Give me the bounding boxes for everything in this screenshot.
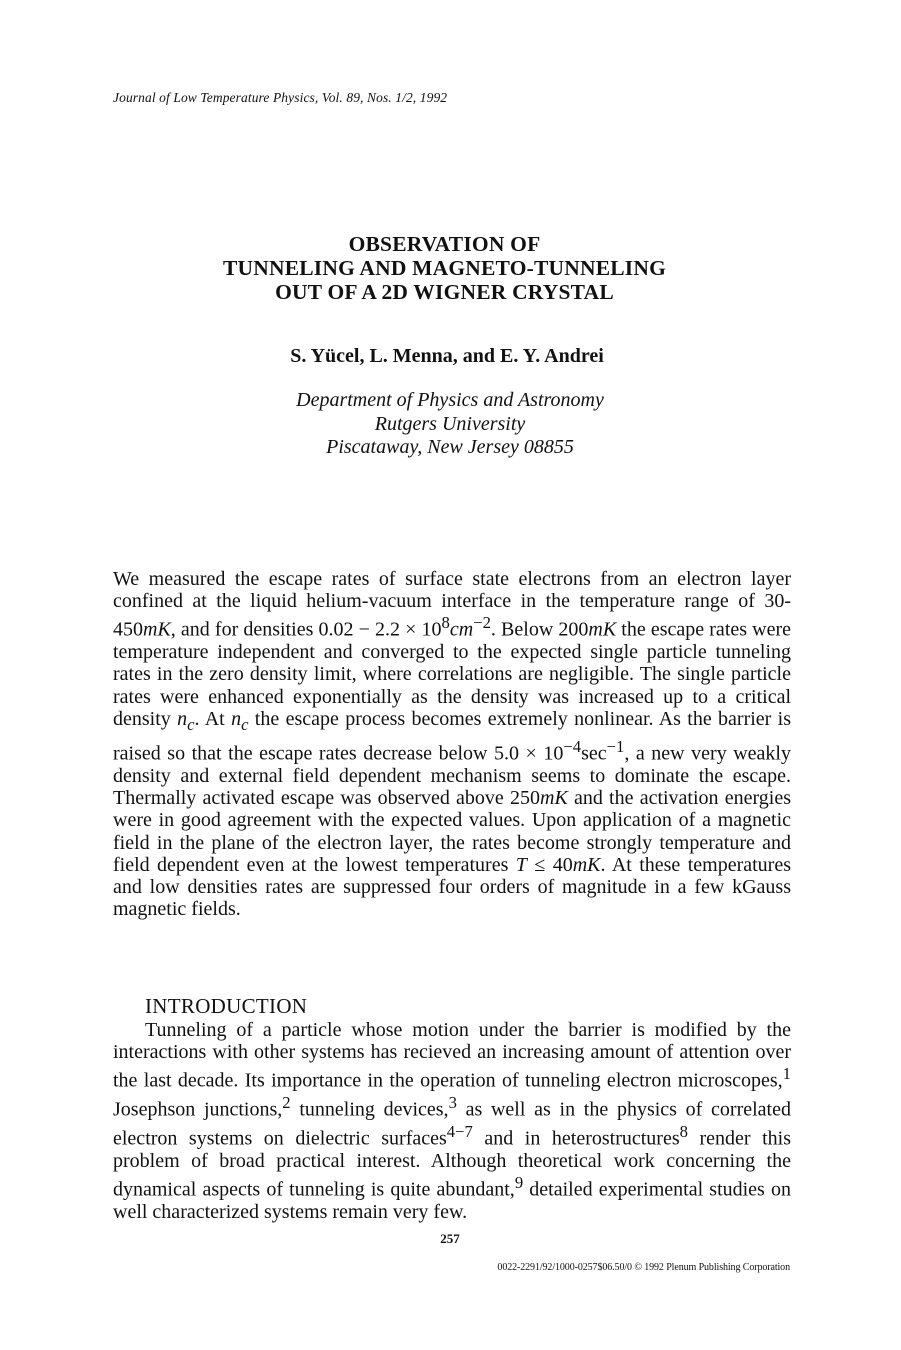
abstract: We measured the escape rates of surface state electrons from an electron layer confined at the liquid helium-vacuum interface in the temperature range of 30-450mK, and for densities $0.02 - 2.2 \times 10^8cm^{-2}$. Below 200mK the escape rates were temperature independent and converged to the expected single particle tunneling rates in the zero density limit, where correlations are negligible. The single particle rates were enhanced exponentially as the density was increased up to a critical density $n_c$. At $n_c$ the escape process becomes extremely nonlinear. As the barrier is raised so that the escape rates decrease below $5.0 \times 10^{-4}\sec^{-1}$, a new very weakly density and external field dependent mechanism seems to dominate the escape. Thermally activated escape was observed above 250mK and the activation energies were in good agreement with the expected values. Upon application of a magnetic field in the plane of the electron layer, the rates become strongly temperature and field dependent even at the lowest temperatures T ≤ 40mK. At these temperatures and low densities rates are suppressed four orders of magnitude in a few kGauss magnetic fields. bbox=[113, 568, 792, 921]
copyright-line: 0022-2291/92/1000-0257$06.50/0 © 1992 Plenum Publishing Corporation bbox=[497, 1262, 790, 1273]
affiliation-location: Piscataway, New Jersey 08855 bbox=[326, 436, 574, 458]
affiliation-university: Rutgers University bbox=[374, 412, 526, 435]
title-line-2: TUNNELING AND MAGNETO-TUNNELING bbox=[222, 256, 667, 280]
section-heading-introduction: INTRODUCTION bbox=[145, 994, 308, 1018]
introduction-body bbox=[113, 1019, 791, 1223]
title-line-1: OBSERVATION OF bbox=[348, 232, 541, 256]
affiliation bbox=[0, 389, 900, 460]
authors: S. Yücel, L. Menna, and E. Y. Andrei bbox=[290, 345, 604, 367]
title-line-3: OUT OF A 2D WIGNER CRYSTAL bbox=[275, 280, 614, 304]
introduction-paragraph: Tunneling of a particle whose motion under the barrier is modified by the interactions with other systems has recieved an increasing amount of attention over the last decade. Its importance in the operation of tunneling electron microscopes,$^1$ Josephson junctions,$^2$ tunneling devices,$^3$ as well as in the physics of correlated electron systems on dielectric surfaces$^{4-7}$ and in heterostructures$^8$ render this problem of broad practical interest. Although theoretical work concerning the dynamical aspects of tunneling is quite abundant,$^9$ detailed experimental studies on well characterized systems remain very few. bbox=[113, 1019, 791, 1224]
paper-title bbox=[0, 232, 889, 304]
affiliation-department: Department of Physics and Astronomy bbox=[296, 389, 604, 411]
journal-citation: Journal of Low Temperature Physics, Vol. 89, Nos. 1/2, 1992 bbox=[113, 90, 448, 105]
page-number: 257 bbox=[440, 1231, 460, 1246]
